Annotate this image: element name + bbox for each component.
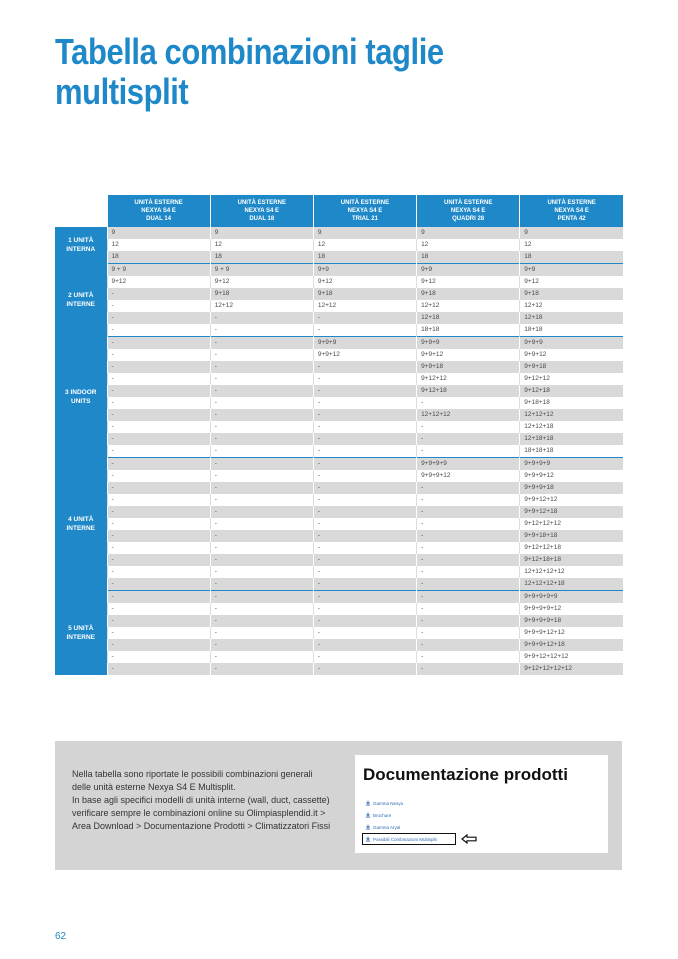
doc-link[interactable] xyxy=(365,821,400,833)
table-row xyxy=(55,518,623,530)
table-row xyxy=(55,421,623,433)
table-cell: - xyxy=(210,312,313,324)
table-cell: - xyxy=(107,506,210,518)
column-header-line: NEXYA S4 E xyxy=(554,208,589,214)
note-line: verificare sempre le combinazioni online su Olimpiasplendid.it > xyxy=(72,808,326,818)
table-cell: - xyxy=(210,445,313,458)
table-cell: - xyxy=(107,494,210,506)
table-cell: - xyxy=(313,361,416,373)
table-cell: - xyxy=(210,324,313,337)
table-cell: - xyxy=(417,506,520,518)
table-cell: - xyxy=(210,397,313,409)
table-cell: - xyxy=(417,542,520,554)
table-cell: - xyxy=(210,349,313,361)
table-cell: - xyxy=(107,409,210,421)
table-cell: - xyxy=(107,312,210,324)
column-header-line: UNITÀ ESTERNE xyxy=(134,200,183,206)
group-label-line: 4 UNITÀ xyxy=(68,516,94,523)
table-cell: 18+18 xyxy=(520,324,623,337)
table-cell: - xyxy=(210,603,313,615)
column-header xyxy=(417,195,520,227)
table-cell: 12+18 xyxy=(417,312,520,324)
table-row xyxy=(55,239,623,251)
group-label-line: 5 UNITÀ xyxy=(68,625,94,632)
group-label-line: INTERNA xyxy=(66,246,96,253)
table-cell: - xyxy=(107,433,210,445)
table-cell: - xyxy=(313,324,416,337)
table-row xyxy=(55,554,623,566)
table-cell: - xyxy=(313,627,416,639)
table-cell: 9+9+9 xyxy=(520,337,623,350)
table-row xyxy=(55,385,623,397)
download-icon xyxy=(365,824,371,830)
table-row xyxy=(55,530,623,542)
table-cell: - xyxy=(210,385,313,397)
page-title xyxy=(55,32,444,112)
table-cell: - xyxy=(313,639,416,651)
table-cell: - xyxy=(210,651,313,663)
column-header xyxy=(520,195,623,227)
table-cell: 9+12 xyxy=(313,276,416,288)
table-cell: - xyxy=(107,615,210,627)
table-cell: - xyxy=(417,591,520,604)
table-cell: 9+12 xyxy=(417,276,520,288)
table-cell: - xyxy=(107,578,210,591)
table-cell: 9+9 xyxy=(313,264,416,277)
table-cell: - xyxy=(210,663,313,675)
table-cell: 9 xyxy=(210,227,313,239)
table-cell: 9+9+9+9+18 xyxy=(520,615,623,627)
table-cell: - xyxy=(417,494,520,506)
table-row xyxy=(55,300,623,312)
corner-cell xyxy=(55,195,107,227)
note-line: Area Download > Documentazione Prodotti > Climatizzatori Fissi xyxy=(72,821,331,831)
table-cell: 9+12+12+12+12 xyxy=(520,663,623,675)
note-line: Nella tabella sono riportate le possibili combinazioni generali xyxy=(72,769,313,779)
column-header-line: DUAL 18 xyxy=(249,216,275,222)
note-line: In base agli specifici modelli di unità interne (wall, duct, cassette) xyxy=(72,795,330,805)
combination-table xyxy=(55,195,623,675)
table-cell: - xyxy=(313,506,416,518)
table-cell: 9+9+18 xyxy=(417,361,520,373)
note-text xyxy=(72,768,357,833)
table-row xyxy=(55,470,623,482)
table-cell: - xyxy=(210,566,313,578)
table-cell: 9+12+18+18 xyxy=(520,554,623,566)
table-cell: 9+9+9+9+9 xyxy=(520,591,623,604)
table-cell: 12+18 xyxy=(520,312,623,324)
table-cell: - xyxy=(210,506,313,518)
column-header xyxy=(313,195,416,227)
table-row xyxy=(55,288,623,300)
group-label-line: 2 UNITÀ xyxy=(68,292,94,299)
table-cell: 12 xyxy=(210,239,313,251)
table-cell: - xyxy=(417,566,520,578)
table-cell: 12+12+18 xyxy=(520,421,623,433)
table-cell: - xyxy=(417,445,520,458)
table-cell: 18+18+18 xyxy=(520,445,623,458)
table-cell: 9+9+9 xyxy=(417,337,520,350)
doc-link[interactable] xyxy=(365,797,403,809)
table-cell: - xyxy=(313,433,416,445)
table-cell: 9+12 xyxy=(107,276,210,288)
table-cell: - xyxy=(417,615,520,627)
table-cell: 9 + 9 xyxy=(210,264,313,277)
doc-link[interactable] xyxy=(362,833,456,845)
group-label xyxy=(55,227,107,264)
doc-link-list xyxy=(365,797,600,845)
table-cell: 9+9+12 xyxy=(417,349,520,361)
table-cell: 9+9+9+18 xyxy=(520,482,623,494)
table-cell: 9+9+12 xyxy=(520,349,623,361)
table-cell: - xyxy=(313,578,416,591)
table-row xyxy=(55,458,623,471)
table-cell: - xyxy=(313,397,416,409)
table-cell: 12 xyxy=(417,239,520,251)
group-label xyxy=(55,591,107,676)
column-header-line: QUADRI 28 xyxy=(452,216,485,222)
table-cell: 12+12+12 xyxy=(417,409,520,421)
table-cell: - xyxy=(313,482,416,494)
table-cell: - xyxy=(417,518,520,530)
page-number: 62 xyxy=(55,931,67,942)
table-cell: - xyxy=(107,300,210,312)
table-cell: - xyxy=(210,591,313,604)
table-row xyxy=(55,578,623,591)
table-cell: 12+18+18 xyxy=(520,433,623,445)
table-row xyxy=(55,251,623,264)
table-row xyxy=(55,373,623,385)
table-cell: - xyxy=(107,421,210,433)
table-cell: - xyxy=(210,554,313,566)
table-cell: - xyxy=(107,482,210,494)
table-cell: 18+18 xyxy=(417,324,520,337)
table-cell: 12+12+12+12 xyxy=(520,566,623,578)
column-header-line: TRIAL 21 xyxy=(352,216,378,222)
table-cell: - xyxy=(313,312,416,324)
table-cell: 12+12 xyxy=(210,300,313,312)
table-cell: - xyxy=(313,421,416,433)
download-icon xyxy=(365,800,371,806)
table-cell: - xyxy=(417,397,520,409)
table-row xyxy=(55,349,623,361)
table-row xyxy=(55,591,623,604)
table-cell: 9+12+12 xyxy=(417,373,520,385)
table-cell: - xyxy=(210,494,313,506)
table-row xyxy=(55,337,623,350)
group-label xyxy=(55,458,107,591)
table-cell: - xyxy=(107,337,210,350)
group-label-line: 1 UNITÀ xyxy=(68,237,94,244)
table-cell: - xyxy=(210,373,313,385)
info-box xyxy=(55,741,622,870)
table-cell: 9+12+12+12 xyxy=(520,518,623,530)
column-header xyxy=(210,195,313,227)
table-cell: 12+12 xyxy=(520,300,623,312)
table-cell: - xyxy=(210,409,313,421)
table-cell: - xyxy=(107,288,210,300)
table-cell: 9+9+12+12+12 xyxy=(520,651,623,663)
table-cell: 9+9+9+12+18 xyxy=(520,639,623,651)
table-row xyxy=(55,324,623,337)
table-cell: - xyxy=(210,627,313,639)
table-cell: 9+9+12+18 xyxy=(520,506,623,518)
table-cell: - xyxy=(210,578,313,591)
table-cell: 9+9+9+9 xyxy=(417,458,520,471)
download-icon xyxy=(365,836,371,842)
table-cell: - xyxy=(417,663,520,675)
table-cell: - xyxy=(107,591,210,604)
column-header-line: UNITÀ ESTERNE xyxy=(547,200,596,206)
table-cell: - xyxy=(107,361,210,373)
title-line: Tabella combinazioni taglie xyxy=(55,31,444,72)
table-cell: - xyxy=(210,542,313,554)
pointer-arrow-icon xyxy=(461,834,477,844)
table-row xyxy=(55,482,623,494)
table-cell: - xyxy=(107,542,210,554)
table-cell: 18 xyxy=(520,251,623,264)
doc-link-label: Possibili Combinazioni Multisplit xyxy=(373,836,437,842)
column-header-line: NEXYA S4 E xyxy=(244,208,280,214)
table-cell: - xyxy=(107,373,210,385)
group-label xyxy=(55,337,107,458)
table-cell: 9+18+18 xyxy=(520,397,623,409)
table-cell: 9+9 xyxy=(417,264,520,277)
table-row xyxy=(55,639,623,651)
table-cell: 9+18 xyxy=(210,288,313,300)
title-line: multisplit xyxy=(55,71,189,112)
table-cell: - xyxy=(107,639,210,651)
table-cell: 18 xyxy=(210,251,313,264)
table-cell: - xyxy=(107,458,210,471)
table-cell: 12 xyxy=(313,239,416,251)
table-cell: 18 xyxy=(313,251,416,264)
table-cell: 9+9+9+12+12 xyxy=(520,627,623,639)
table-cell: 12 xyxy=(520,239,623,251)
table-row xyxy=(55,397,623,409)
table-cell: 12 xyxy=(107,239,210,251)
table-row xyxy=(55,651,623,663)
column-header-line: UNITÀ ESTERNE xyxy=(443,200,493,206)
table-cell: - xyxy=(210,482,313,494)
table-cell: 9+12+18 xyxy=(520,385,623,397)
doc-card-title: Documentazione prodotti xyxy=(363,765,568,784)
table-cell: 12+12 xyxy=(313,300,416,312)
table-cell: 9+18 xyxy=(520,288,623,300)
table-cell: - xyxy=(210,518,313,530)
table-cell: 9+9+9+9 xyxy=(520,458,623,471)
table-cell: 9+18 xyxy=(417,288,520,300)
table-cell: - xyxy=(417,639,520,651)
group-label-line: INTERNE xyxy=(66,301,96,308)
table-cell: - xyxy=(107,663,210,675)
table-cell: 9+12+18 xyxy=(417,385,520,397)
table-cell: 9 xyxy=(520,227,623,239)
table-cell: - xyxy=(210,361,313,373)
table-cell: - xyxy=(107,530,210,542)
table-cell: - xyxy=(107,651,210,663)
table-cell: - xyxy=(210,458,313,471)
column-header-line: NEXYA S4 E xyxy=(450,208,486,214)
table-cell: - xyxy=(107,324,210,337)
table-cell: - xyxy=(107,554,210,566)
table-cell: - xyxy=(313,663,416,675)
table-cell: - xyxy=(313,542,416,554)
table-cell: - xyxy=(313,458,416,471)
table-cell: 9+9+12+12 xyxy=(520,494,623,506)
table-cell: 9+9+12 xyxy=(313,349,416,361)
table-cell: 9+12 xyxy=(210,276,313,288)
table-row xyxy=(55,494,623,506)
table-cell: - xyxy=(210,337,313,350)
table-cell: 12+12+12 xyxy=(520,409,623,421)
table-row xyxy=(55,361,623,373)
table-cell: - xyxy=(313,603,416,615)
table-cell: - xyxy=(107,627,210,639)
group-label xyxy=(55,264,107,337)
table-cell: - xyxy=(417,421,520,433)
column-header-line: UNITÀ ESTERNE xyxy=(340,200,390,206)
table-cell: 9 xyxy=(107,227,210,239)
group-label-line: INTERNE xyxy=(66,525,96,532)
table-cell: - xyxy=(313,518,416,530)
table-cell: - xyxy=(107,566,210,578)
table-cell: 9+9 xyxy=(520,264,623,277)
table-cell: - xyxy=(107,397,210,409)
table-cell: 9+9+18 xyxy=(520,361,623,373)
table-row xyxy=(55,627,623,639)
column-header-line: DUAL 14 xyxy=(146,216,172,222)
table-cell: - xyxy=(417,603,520,615)
column-header-line: UNITÀ ESTERNE xyxy=(237,200,286,206)
table-cell: - xyxy=(313,566,416,578)
table-row xyxy=(55,264,623,277)
table-cell: - xyxy=(313,470,416,482)
table-row xyxy=(55,566,623,578)
note-line: delle unità esterne Nexya S4 E Multisplit. xyxy=(72,782,236,792)
doc-link[interactable] xyxy=(365,809,391,821)
table-cell: - xyxy=(107,349,210,361)
table-cell: - xyxy=(210,530,313,542)
table-cell: - xyxy=(313,385,416,397)
table-cell: - xyxy=(417,433,520,445)
table-cell: - xyxy=(417,651,520,663)
table-cell: 9+18 xyxy=(313,288,416,300)
table-cell: - xyxy=(313,651,416,663)
table-row xyxy=(55,227,623,239)
table-row xyxy=(55,445,623,458)
table-cell: 9+9+9+12 xyxy=(520,470,623,482)
doc-link-label: Gamma Aryal xyxy=(373,824,401,830)
table-cell: - xyxy=(210,470,313,482)
documentation-screenshot xyxy=(355,755,608,853)
table-cell: 9+12 xyxy=(520,276,623,288)
table-cell: - xyxy=(417,530,520,542)
table-cell: 18 xyxy=(417,251,520,264)
table-cell: - xyxy=(210,639,313,651)
table-cell: 9+12+12 xyxy=(520,373,623,385)
table-cell: 9 xyxy=(417,227,520,239)
table-cell: - xyxy=(107,470,210,482)
group-label-line: 3 INDOOR xyxy=(65,389,97,396)
table-cell: - xyxy=(313,494,416,506)
table-cell: - xyxy=(210,433,313,445)
group-label-line: UNITS xyxy=(71,398,91,405)
doc-link-label: Brochure xyxy=(373,812,392,818)
table-row xyxy=(55,542,623,554)
table-cell: 9+9+9 xyxy=(313,337,416,350)
table-cell: 18 xyxy=(107,251,210,264)
table-cell: 12+12+12+18 xyxy=(520,578,623,591)
table-cell: - xyxy=(107,603,210,615)
table-cell: 9+12+12+18 xyxy=(520,542,623,554)
table-cell: - xyxy=(107,385,210,397)
table-row xyxy=(55,276,623,288)
table-cell: - xyxy=(107,445,210,458)
table-cell: - xyxy=(417,627,520,639)
column-header-line: NEXYA S4 E xyxy=(141,208,176,214)
table-cell: - xyxy=(107,518,210,530)
doc-link-label: Gamma Nexya xyxy=(373,800,404,806)
table-cell: - xyxy=(313,615,416,627)
table-row xyxy=(55,312,623,324)
table-cell: 9+9+18+18 xyxy=(520,530,623,542)
column-header xyxy=(107,195,210,227)
table-cell: - xyxy=(313,530,416,542)
table-cell: 9 xyxy=(313,227,416,239)
table-cell: - xyxy=(210,421,313,433)
table-row xyxy=(55,663,623,675)
group-label-line: INTERNE xyxy=(66,634,96,641)
table-row xyxy=(55,506,623,518)
download-icon xyxy=(365,812,371,818)
table-row xyxy=(55,409,623,421)
table-cell: 9+9+9+9+12 xyxy=(520,603,623,615)
table-cell: 9+9+9+12 xyxy=(417,470,520,482)
table-cell: 12+12 xyxy=(417,300,520,312)
table-cell: - xyxy=(313,554,416,566)
table-cell: - xyxy=(313,591,416,604)
table-cell: - xyxy=(210,615,313,627)
table-cell: - xyxy=(313,445,416,458)
table-cell: - xyxy=(417,482,520,494)
table-header-row xyxy=(55,195,623,227)
table-cell: - xyxy=(313,409,416,421)
table-cell: - xyxy=(417,554,520,566)
table-cell: 9 + 9 xyxy=(107,264,210,277)
table-cell: - xyxy=(313,373,416,385)
table-row xyxy=(55,615,623,627)
column-header-line: PENTA 42 xyxy=(557,216,586,222)
table-cell: - xyxy=(417,578,520,591)
table-row xyxy=(55,603,623,615)
column-header-line: NEXYA S4 E xyxy=(347,208,383,214)
table-row xyxy=(55,433,623,445)
